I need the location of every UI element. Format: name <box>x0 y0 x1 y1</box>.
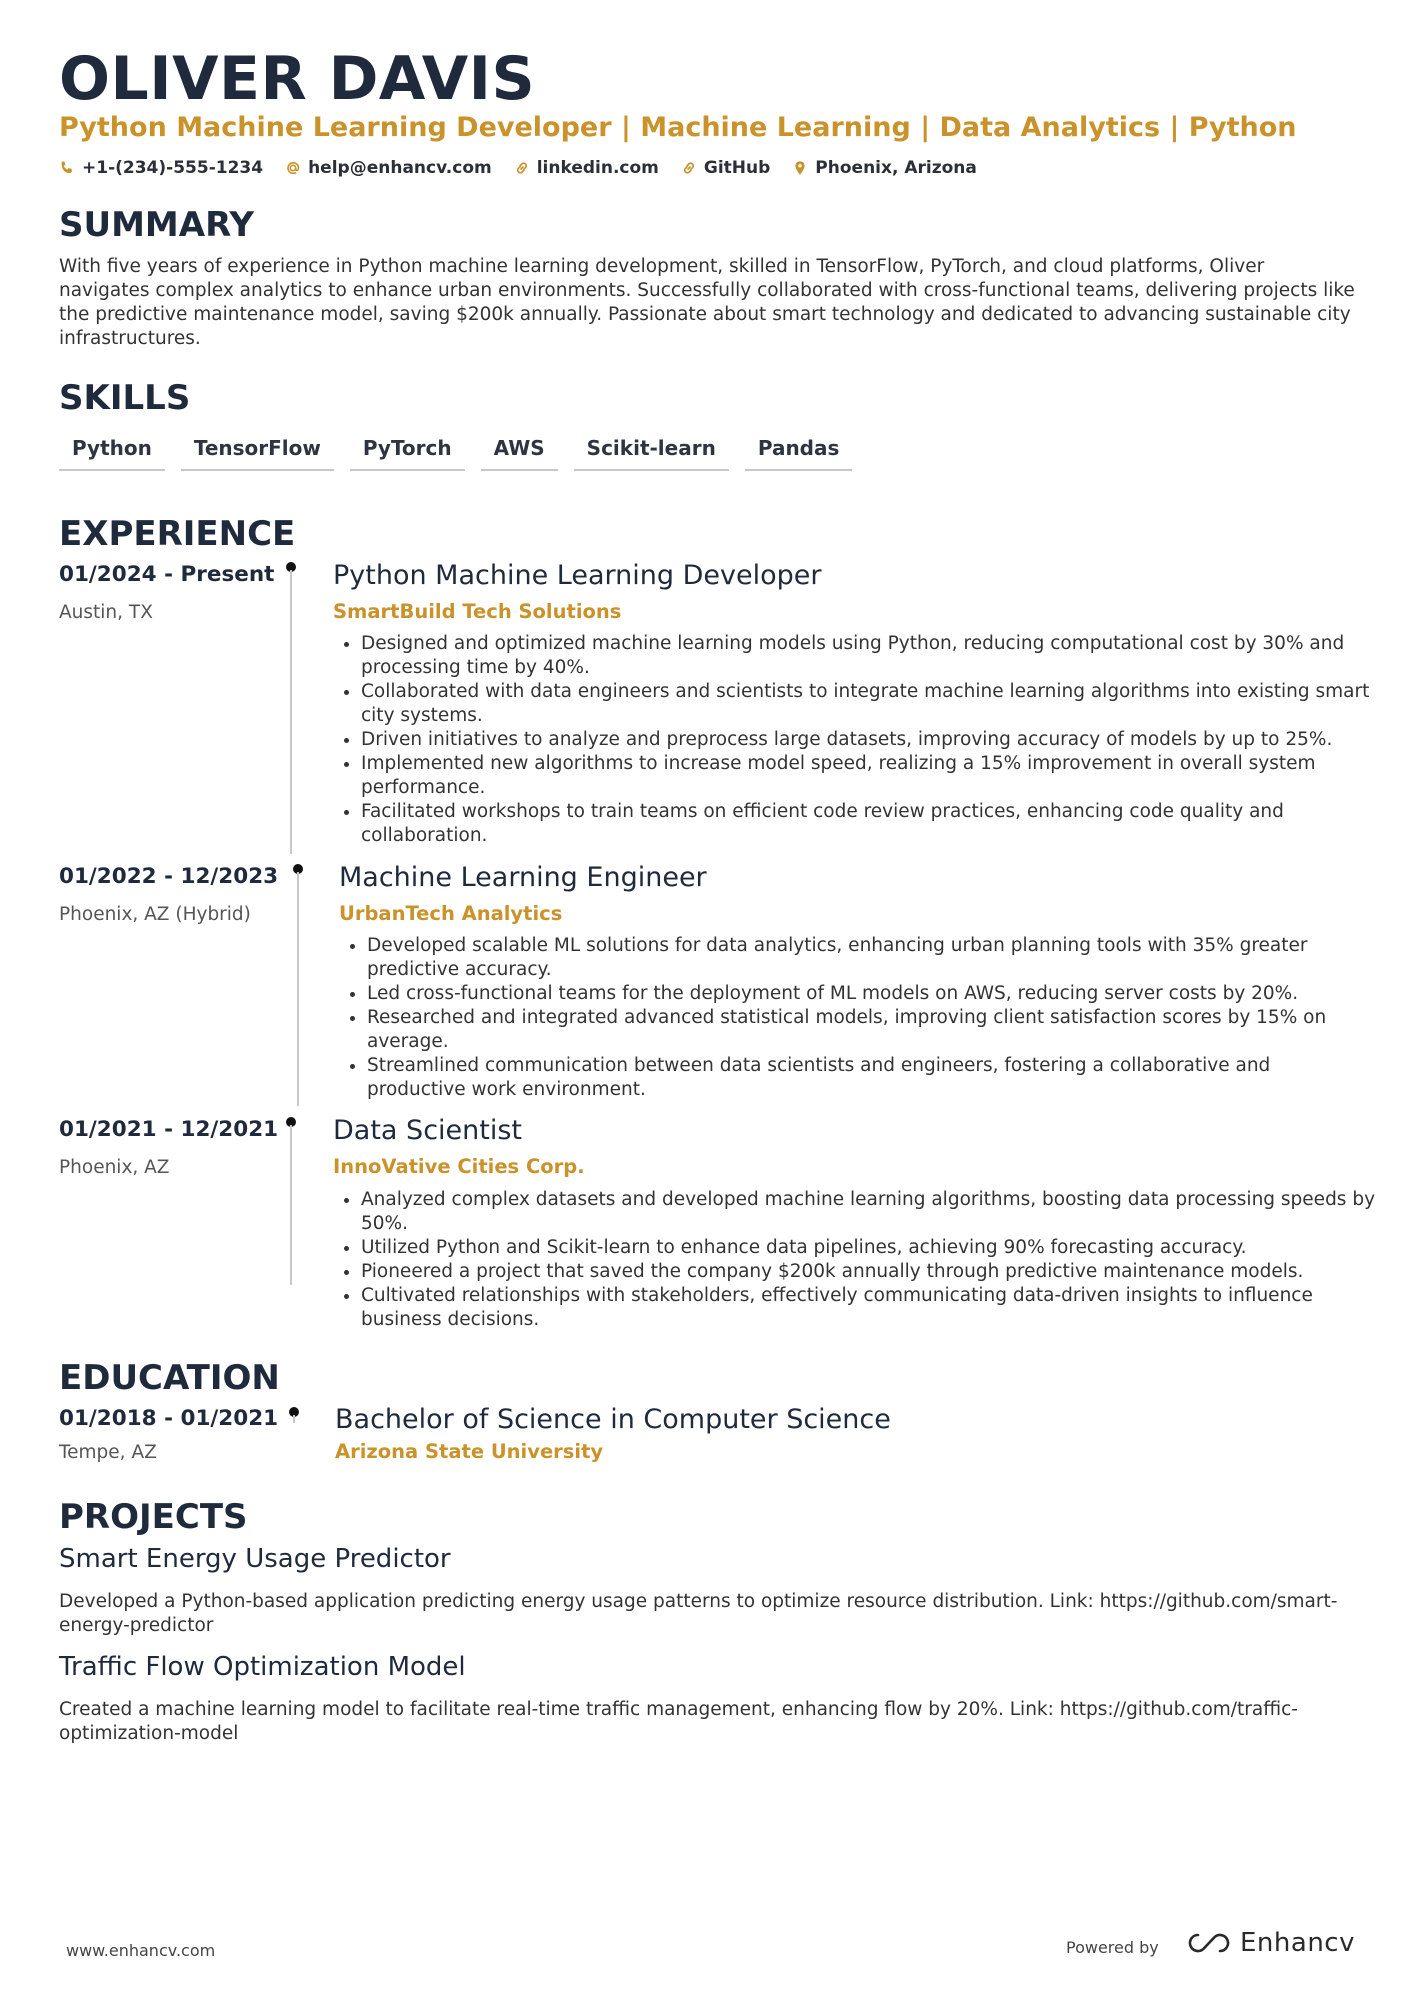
experience-bullet: • Developed scalable ML solutions for data analytics, enhancing urban planning tools with 35% greater predictive accuracy. <box>367 934 1367 982</box>
experience-bullet: • Pioneered a project that saved the company $200k annually through predictive maintenance models. <box>361 1260 1381 1284</box>
contact-location-text: Phoenix, Arizona <box>815 158 977 178</box>
contact-bar <box>59 158 977 178</box>
experience-bullet: • Collaborated with data engineers and scientists to integrate machine learning algorithms into existing smart city systems. <box>361 680 1391 728</box>
experience-role: Machine Learning Engineer <box>339 862 707 893</box>
contact-linkedin-text: linkedin.com <box>536 158 659 178</box>
contact-phone[interactable] <box>59 158 263 178</box>
timeline-line <box>290 1125 292 1285</box>
education-date: 01/2018 - 01/2021 <box>59 1406 279 1431</box>
project-description: Created a machine learning model to facilitate real-time traffic management, enhancing flow by 20%. Link: https://github.com/traffic-optimization-model <box>59 1699 1298 1744</box>
contact-email[interactable] <box>285 158 492 178</box>
headline: Python Machine Learning Developer | Machine Learning | Data Analytics | Python <box>59 112 1297 143</box>
skill-tag: TensorFlow <box>181 433 334 471</box>
contact-email-text: help@enhancv.com <box>308 158 492 178</box>
education-school: Arizona State University <box>335 1440 604 1463</box>
project-title: Traffic Flow Optimization Model <box>59 1652 466 1682</box>
summary-heading: SUMMARY <box>59 205 255 245</box>
experience-company: InnoVative Cities Corp. <box>333 1155 585 1178</box>
location-pin-icon <box>792 160 808 176</box>
experience-date: 01/2024 - Present <box>59 562 275 587</box>
experience-bullets <box>339 934 1367 1102</box>
experience-company: SmartBuild Tech Solutions <box>333 600 622 623</box>
experience-location: Phoenix, AZ (Hybrid) <box>59 904 251 925</box>
summary-text: With five years of experience in Python machine learning development, skilled in TensorFlow, PyTorch, and cloud platforms, Oliver navigates complex analytics to enhance urban environments. Successfully collaborated with cross-functional teams, delivering projects like the predictive maintenance model, saving $200k annually. Passionate about smart technology and dedicated to advancing sustainable city infrastructures. <box>59 256 1355 349</box>
experience-heading: EXPERIENCE <box>59 514 296 554</box>
contact-linkedin[interactable] <box>514 158 659 178</box>
experience-bullet: • Streamlined communication between data scientists and engineers, fostering a collaborative and productive work environment. <box>367 1054 1367 1102</box>
skill-tag: Scikit-learn <box>574 433 729 471</box>
projects-heading: PROJECTS <box>59 1497 248 1537</box>
experience-bullet: • Designed and optimized machine learning models using Python, reducing computational cost by 30% and processing time by 40%. <box>361 632 1391 680</box>
experience-date: 01/2021 - 12/2021 <box>59 1117 279 1142</box>
powered-by-label: Powered by <box>1066 1938 1159 1957</box>
experience-bullet: • Driven initiatives to analyze and preprocess large datasets, improving accuracy of models by up to 25%. <box>361 728 1391 752</box>
education-location: Tempe, AZ <box>59 1442 157 1463</box>
experience-bullet: • Facilitated workshops to train teams on efficient code review practices, enhancing code quality and collaboration. <box>361 800 1391 848</box>
experience-bullet: • Researched and integrated advanced statistical models, improving client satisfaction scores by 15% on average. <box>367 1006 1367 1054</box>
skill-tag: Python <box>59 433 165 471</box>
contact-github[interactable] <box>681 158 770 178</box>
skill-tag: Pandas <box>745 433 853 471</box>
timeline-line <box>290 570 292 854</box>
project-title: Smart Energy Usage Predictor <box>59 1544 451 1574</box>
at-icon <box>285 160 301 176</box>
skills-list <box>59 433 852 471</box>
experience-date: 01/2022 - 12/2023 <box>59 864 279 889</box>
experience-bullet: • Analyzed complex datasets and developed machine learning algorithms, boosting data processing speeds by 50%. <box>361 1188 1381 1236</box>
enhancv-brand-name: Enhancv <box>1240 1928 1355 1958</box>
enhancv-logo[interactable] <box>1186 1928 1355 1958</box>
experience-bullets <box>333 1188 1381 1332</box>
experience-location: Phoenix, AZ <box>59 1157 170 1178</box>
experience-bullet: • Utilized Python and Scikit-learn to enhance data pipelines, achieving 90% forecasting accuracy. <box>361 1236 1381 1260</box>
education-degree: Bachelor of Science in Computer Science <box>335 1404 891 1435</box>
link-icon <box>681 160 697 176</box>
experience-company: UrbanTech Analytics <box>339 902 563 925</box>
skill-tag: PyTorch <box>350 433 465 471</box>
contact-github-text: GitHub <box>703 158 771 178</box>
experience-role: Python Machine Learning Developer <box>333 560 822 591</box>
experience-bullet: • Led cross-functional teams for the deployment of ML models on AWS, reducing server costs by 20%. <box>367 982 1367 1006</box>
footer-url[interactable]: www.enhancv.com <box>66 1941 216 1960</box>
contact-location <box>792 158 977 178</box>
contact-phone-text: +1-(234)-555-1234 <box>82 158 264 178</box>
timeline-line <box>293 1415 295 1423</box>
link-icon <box>514 160 530 176</box>
experience-role: Data Scientist <box>333 1115 522 1146</box>
skills-heading: SKILLS <box>59 378 191 418</box>
candidate-name: OLIVER DAVIS <box>59 44 536 114</box>
education-heading: EDUCATION <box>59 1358 280 1398</box>
experience-location: Austin, TX <box>59 602 153 623</box>
enhancv-logo-icon <box>1186 1931 1232 1955</box>
skill-tag: AWS <box>481 433 558 471</box>
experience-bullet: • Cultivated relationships with stakeholders, effectively communicating data-driven insights to influence business decisions. <box>361 1284 1381 1332</box>
project-description: Developed a Python-based application predicting energy usage patterns to optimize resource distribution. Link: https://github.com/smart-energy-predictor <box>59 1591 1338 1636</box>
experience-bullet: • Implemented new algorithms to increase model speed, realizing a 15% improvement in overall system performance. <box>361 752 1391 800</box>
experience-bullets <box>333 632 1391 848</box>
phone-icon <box>59 160 75 176</box>
timeline-line <box>297 872 299 1106</box>
